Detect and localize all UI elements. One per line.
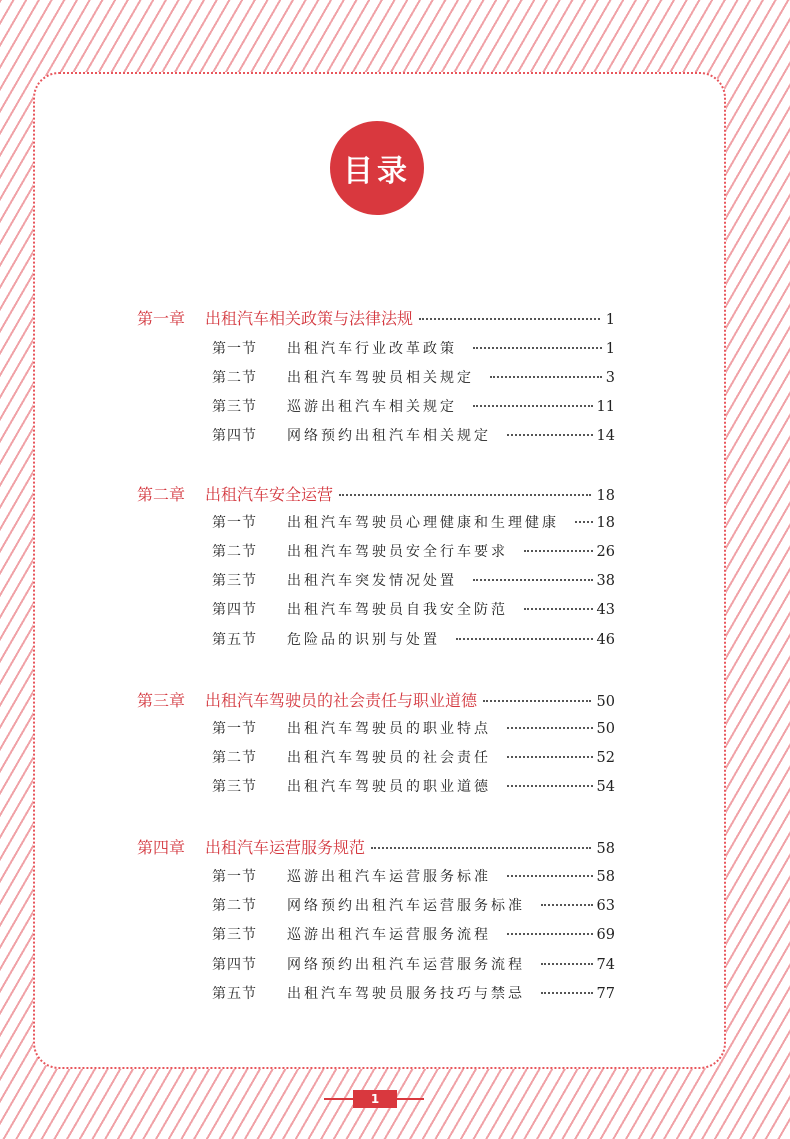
dot-leader [524, 608, 593, 610]
toc-section-1-4[interactable] [212, 425, 615, 445]
dot-leader [490, 376, 602, 378]
dot-leader [524, 550, 593, 552]
section-number: 第一节 [212, 721, 257, 737]
section-title: 巡游出租汽车运营服务流程 [287, 927, 491, 943]
dot-leader [575, 521, 593, 523]
section-number: 第二节 [212, 370, 257, 386]
section-number: 第四节 [212, 602, 257, 618]
toc-section-1-1[interactable] [212, 338, 615, 358]
section-title: 巡游出租汽车相关规定 [287, 399, 457, 415]
page-number: 26 [596, 544, 615, 560]
toc-section-2-5[interactable] [212, 629, 615, 649]
dot-leader [371, 847, 591, 849]
section-title: 网络预约出租汽车运营服务标准 [287, 898, 525, 914]
section-number: 第一节 [212, 869, 257, 885]
section-title: 出租汽车驾驶员的职业特点 [287, 721, 491, 737]
page-number: 63 [596, 898, 615, 914]
section-title: 出租汽车驾驶员的职业道德 [287, 779, 491, 795]
chapter-title: 出租汽车相关政策与法律法规 [205, 309, 414, 328]
chapter-number: 第一章 [137, 309, 186, 328]
section-title: 危险品的识别与处置 [287, 632, 440, 648]
toc-chapter-4[interactable] [137, 835, 615, 858]
page-number: 58 [596, 869, 615, 885]
dot-leader [541, 904, 593, 906]
toc-section-4-2[interactable] [212, 895, 615, 915]
section-title: 出租汽车驾驶员的社会责任 [287, 750, 491, 766]
section-title: 出租汽车驾驶员服务技巧与禁忌 [287, 986, 525, 1002]
section-number: 第三节 [212, 927, 257, 943]
toc-chapter-1[interactable] [137, 306, 615, 329]
toc-section-4-4[interactable] [212, 954, 615, 974]
toc-section-3-1[interactable] [212, 718, 615, 738]
dot-leader [541, 963, 593, 965]
chapter-title: 出租汽车运营服务规范 [205, 838, 366, 857]
dot-leader [541, 992, 593, 994]
page-number: 1 [605, 341, 615, 357]
toc-section-3-3[interactable] [212, 776, 615, 796]
page-number: 11 [596, 399, 615, 415]
section-number: 第一节 [212, 341, 257, 357]
chapter-number: 第三章 [137, 691, 186, 710]
section-title: 出租汽车驾驶员心理健康和生理健康 [287, 515, 559, 531]
dot-leader [507, 727, 593, 729]
page-number: 50 [596, 721, 615, 737]
toc-section-4-5[interactable] [212, 983, 615, 1003]
section-number: 第二节 [212, 750, 257, 766]
section-number: 第五节 [212, 986, 257, 1002]
section-title: 出租汽车驾驶员自我安全防范 [287, 602, 508, 618]
footer-page-number: 1 [353, 1090, 397, 1108]
page-number: 3 [605, 370, 615, 386]
section-title: 网络预约出租汽车相关规定 [287, 428, 491, 444]
page-number: 52 [596, 750, 615, 766]
chapter-number: 第四章 [137, 838, 186, 857]
toc-section-2-1[interactable] [212, 512, 615, 532]
dot-leader [507, 434, 593, 436]
toc-section-1-2[interactable] [212, 367, 615, 387]
title-badge [330, 121, 424, 215]
section-title: 网络预约出租汽车运营服务流程 [287, 957, 525, 973]
toc-chapter-2[interactable] [137, 482, 615, 505]
toc-section-1-3[interactable] [212, 396, 615, 416]
dot-leader [473, 347, 602, 349]
page-title: 目录 [343, 154, 411, 189]
toc-section-2-4[interactable] [212, 599, 615, 619]
section-number: 第二节 [212, 898, 257, 914]
section-number: 第三节 [212, 399, 257, 415]
dot-leader [419, 318, 600, 320]
section-number: 第四节 [212, 957, 257, 973]
page-number: 38 [596, 573, 615, 589]
section-title: 出租汽车行业改革政策 [287, 341, 457, 357]
chapter-title: 出租汽车安全运营 [205, 485, 334, 504]
page-number: 46 [596, 632, 615, 648]
toc-chapter-3[interactable] [137, 688, 615, 711]
page-number: 1 [605, 312, 615, 328]
page-number: 74 [596, 957, 615, 973]
toc-section-4-1[interactable] [212, 866, 615, 886]
section-number: 第二节 [212, 544, 257, 560]
dot-leader [507, 875, 593, 877]
chapter-title: 出租汽车驾驶员的社会责任与职业道德 [205, 691, 478, 710]
dot-leader [507, 785, 593, 787]
chapter-number: 第二章 [137, 485, 186, 504]
toc-section-3-2[interactable] [212, 747, 615, 767]
section-number: 第五节 [212, 632, 257, 648]
dot-leader [473, 579, 593, 581]
page-number: 18 [596, 488, 615, 504]
toc-section-2-3[interactable] [212, 570, 615, 590]
section-title: 出租汽车驾驶员安全行车要求 [287, 544, 508, 560]
dot-leader [339, 494, 591, 496]
page-number: 18 [596, 515, 615, 531]
page-number: 54 [596, 779, 615, 795]
section-title: 出租汽车驾驶员相关规定 [287, 370, 474, 386]
section-number: 第三节 [212, 779, 257, 795]
dot-leader [483, 700, 591, 702]
page-number: 43 [596, 602, 615, 618]
section-title: 巡游出租汽车运营服务标准 [287, 869, 491, 885]
dot-leader [507, 933, 593, 935]
page-number: 14 [596, 428, 615, 444]
section-number: 第一节 [212, 515, 257, 531]
section-number: 第四节 [212, 428, 257, 444]
page-number: 58 [596, 841, 615, 857]
dot-leader [456, 638, 593, 640]
section-title: 出租汽车突发情况处置 [287, 573, 457, 589]
dot-leader [473, 405, 593, 407]
section-number: 第三节 [212, 573, 257, 589]
dot-leader [507, 756, 593, 758]
toc-section-2-2[interactable] [212, 541, 615, 561]
page-number: 50 [596, 694, 615, 710]
page-number: 69 [596, 927, 615, 943]
page-number: 77 [596, 986, 615, 1002]
toc-section-4-3[interactable] [212, 924, 615, 944]
